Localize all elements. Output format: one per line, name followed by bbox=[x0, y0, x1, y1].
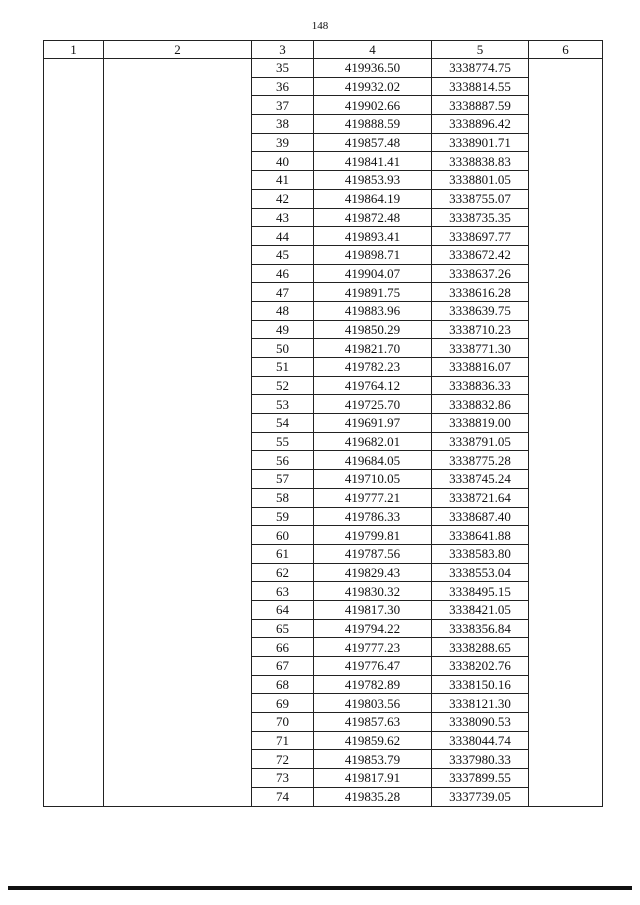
y-coordinate-cell: 3338553.04 bbox=[432, 563, 529, 582]
x-coordinate-cell: 419776.47 bbox=[314, 657, 432, 676]
x-coordinate-cell: 419787.56 bbox=[314, 544, 432, 563]
column-6-cell bbox=[529, 59, 603, 807]
point-number-cell: 56 bbox=[252, 451, 314, 470]
point-number-cell: 55 bbox=[252, 432, 314, 451]
x-coordinate-cell: 419799.81 bbox=[314, 526, 432, 545]
x-coordinate-cell: 419803.56 bbox=[314, 694, 432, 713]
y-coordinate-cell: 3338356.84 bbox=[432, 619, 529, 638]
point-number-cell: 63 bbox=[252, 582, 314, 601]
point-number-cell: 57 bbox=[252, 470, 314, 489]
y-coordinate-cell: 3338637.26 bbox=[432, 264, 529, 283]
point-number-cell: 44 bbox=[252, 227, 314, 246]
y-coordinate-cell: 3338202.76 bbox=[432, 657, 529, 676]
y-coordinate-cell: 3338639.75 bbox=[432, 301, 529, 320]
y-coordinate-cell: 3338836.33 bbox=[432, 376, 529, 395]
y-coordinate-cell: 3338816.07 bbox=[432, 358, 529, 377]
x-coordinate-cell: 419859.62 bbox=[314, 731, 432, 750]
y-coordinate-cell: 3338687.40 bbox=[432, 507, 529, 526]
table-body bbox=[44, 59, 603, 807]
point-number-cell: 37 bbox=[252, 96, 314, 115]
point-number-cell: 59 bbox=[252, 507, 314, 526]
coordinates-table bbox=[43, 40, 603, 807]
point-number-cell: 69 bbox=[252, 694, 314, 713]
point-number-cell: 35 bbox=[252, 59, 314, 78]
x-coordinate-cell: 419883.96 bbox=[314, 301, 432, 320]
y-coordinate-cell: 3338819.00 bbox=[432, 414, 529, 433]
y-coordinate-cell: 3338641.88 bbox=[432, 526, 529, 545]
point-number-cell: 49 bbox=[252, 320, 314, 339]
x-coordinate-cell: 419864.19 bbox=[314, 189, 432, 208]
x-coordinate-cell: 419725.70 bbox=[314, 395, 432, 414]
point-number-cell: 70 bbox=[252, 713, 314, 732]
x-coordinate-cell: 419904.07 bbox=[314, 264, 432, 283]
x-coordinate-cell: 419817.30 bbox=[314, 600, 432, 619]
x-coordinate-cell: 419829.43 bbox=[314, 563, 432, 582]
x-coordinate-cell: 419782.89 bbox=[314, 675, 432, 694]
y-coordinate-cell: 3338801.05 bbox=[432, 171, 529, 190]
x-coordinate-cell: 419777.23 bbox=[314, 638, 432, 657]
y-coordinate-cell: 3338838.83 bbox=[432, 152, 529, 171]
column-1-cell bbox=[44, 59, 104, 807]
x-coordinate-cell: 419691.97 bbox=[314, 414, 432, 433]
point-number-cell: 36 bbox=[252, 77, 314, 96]
point-number-cell: 72 bbox=[252, 750, 314, 769]
column-header-1: 1 bbox=[44, 41, 104, 59]
y-coordinate-cell: 3338721.64 bbox=[432, 488, 529, 507]
y-coordinate-cell: 3338288.65 bbox=[432, 638, 529, 657]
column-header-6: 6 bbox=[529, 41, 603, 59]
y-coordinate-cell: 3338044.74 bbox=[432, 731, 529, 750]
point-number-cell: 43 bbox=[252, 208, 314, 227]
x-coordinate-cell: 419684.05 bbox=[314, 451, 432, 470]
y-coordinate-cell: 3338121.30 bbox=[432, 694, 529, 713]
point-number-cell: 52 bbox=[252, 376, 314, 395]
column-header-5: 5 bbox=[432, 41, 529, 59]
y-coordinate-cell: 3338814.55 bbox=[432, 77, 529, 96]
point-number-cell: 61 bbox=[252, 544, 314, 563]
point-number-cell: 51 bbox=[252, 358, 314, 377]
point-number-cell: 39 bbox=[252, 133, 314, 152]
y-coordinate-cell: 3338672.42 bbox=[432, 245, 529, 264]
x-coordinate-cell: 419782.23 bbox=[314, 358, 432, 377]
y-coordinate-cell: 3338697.77 bbox=[432, 227, 529, 246]
y-coordinate-cell: 3338775.28 bbox=[432, 451, 529, 470]
y-coordinate-cell: 3337980.33 bbox=[432, 750, 529, 769]
x-coordinate-cell: 419857.48 bbox=[314, 133, 432, 152]
x-coordinate-cell: 419817.91 bbox=[314, 769, 432, 788]
x-coordinate-cell: 419853.79 bbox=[314, 750, 432, 769]
y-coordinate-cell: 3338755.07 bbox=[432, 189, 529, 208]
x-coordinate-cell: 419902.66 bbox=[314, 96, 432, 115]
x-coordinate-cell: 419794.22 bbox=[314, 619, 432, 638]
point-number-cell: 74 bbox=[252, 787, 314, 806]
x-coordinate-cell: 419821.70 bbox=[314, 339, 432, 358]
point-number-cell: 67 bbox=[252, 657, 314, 676]
column-2-cell bbox=[104, 59, 252, 807]
y-coordinate-cell: 3338887.59 bbox=[432, 96, 529, 115]
point-number-cell: 66 bbox=[252, 638, 314, 657]
point-number-cell: 47 bbox=[252, 283, 314, 302]
point-number-cell: 73 bbox=[252, 769, 314, 788]
point-number-cell: 64 bbox=[252, 600, 314, 619]
point-number-cell: 65 bbox=[252, 619, 314, 638]
point-number-cell: 60 bbox=[252, 526, 314, 545]
table-row bbox=[44, 59, 603, 78]
point-number-cell: 68 bbox=[252, 675, 314, 694]
point-number-cell: 53 bbox=[252, 395, 314, 414]
page-number: 148 bbox=[311, 20, 329, 32]
coordinates-table-wrapper bbox=[43, 40, 603, 807]
y-coordinate-cell: 3338771.30 bbox=[432, 339, 529, 358]
x-coordinate-cell: 419786.33 bbox=[314, 507, 432, 526]
x-coordinate-cell: 419893.41 bbox=[314, 227, 432, 246]
y-coordinate-cell: 3337899.55 bbox=[432, 769, 529, 788]
y-coordinate-cell: 3338896.42 bbox=[432, 115, 529, 134]
column-header-3: 3 bbox=[252, 41, 314, 59]
x-coordinate-cell: 419841.41 bbox=[314, 152, 432, 171]
x-coordinate-cell: 419850.29 bbox=[314, 320, 432, 339]
column-header-4: 4 bbox=[314, 41, 432, 59]
point-number-cell: 71 bbox=[252, 731, 314, 750]
x-coordinate-cell: 419777.21 bbox=[314, 488, 432, 507]
x-coordinate-cell: 419888.59 bbox=[314, 115, 432, 134]
x-coordinate-cell: 419853.93 bbox=[314, 171, 432, 190]
x-coordinate-cell: 419764.12 bbox=[314, 376, 432, 395]
footer-rule bbox=[8, 886, 632, 890]
y-coordinate-cell: 3338735.35 bbox=[432, 208, 529, 227]
y-coordinate-cell: 3338901.71 bbox=[432, 133, 529, 152]
point-number-cell: 50 bbox=[252, 339, 314, 358]
y-coordinate-cell: 3338495.15 bbox=[432, 582, 529, 601]
header-row bbox=[44, 41, 603, 59]
y-coordinate-cell: 3338791.05 bbox=[432, 432, 529, 451]
point-number-cell: 46 bbox=[252, 264, 314, 283]
column-header-2: 2 bbox=[104, 41, 252, 59]
x-coordinate-cell: 419898.71 bbox=[314, 245, 432, 264]
x-coordinate-cell: 419932.02 bbox=[314, 77, 432, 96]
y-coordinate-cell: 3338150.16 bbox=[432, 675, 529, 694]
y-coordinate-cell: 3338710.23 bbox=[432, 320, 529, 339]
point-number-cell: 40 bbox=[252, 152, 314, 171]
y-coordinate-cell: 3338774.75 bbox=[432, 59, 529, 78]
point-number-cell: 58 bbox=[252, 488, 314, 507]
point-number-cell: 38 bbox=[252, 115, 314, 134]
y-coordinate-cell: 3337739.05 bbox=[432, 787, 529, 806]
x-coordinate-cell: 419835.28 bbox=[314, 787, 432, 806]
y-coordinate-cell: 3338583.80 bbox=[432, 544, 529, 563]
y-coordinate-cell: 3338745.24 bbox=[432, 470, 529, 489]
x-coordinate-cell: 419830.32 bbox=[314, 582, 432, 601]
point-number-cell: 48 bbox=[252, 301, 314, 320]
point-number-cell: 45 bbox=[252, 245, 314, 264]
point-number-cell: 62 bbox=[252, 563, 314, 582]
y-coordinate-cell: 3338090.53 bbox=[432, 713, 529, 732]
y-coordinate-cell: 3338616.28 bbox=[432, 283, 529, 302]
x-coordinate-cell: 419857.63 bbox=[314, 713, 432, 732]
x-coordinate-cell: 419710.05 bbox=[314, 470, 432, 489]
point-number-cell: 42 bbox=[252, 189, 314, 208]
x-coordinate-cell: 419891.75 bbox=[314, 283, 432, 302]
x-coordinate-cell: 419682.01 bbox=[314, 432, 432, 451]
point-number-cell: 41 bbox=[252, 171, 314, 190]
x-coordinate-cell: 419936.50 bbox=[314, 59, 432, 78]
y-coordinate-cell: 3338421.05 bbox=[432, 600, 529, 619]
point-number-cell: 54 bbox=[252, 414, 314, 433]
y-coordinate-cell: 3338832.86 bbox=[432, 395, 529, 414]
x-coordinate-cell: 419872.48 bbox=[314, 208, 432, 227]
